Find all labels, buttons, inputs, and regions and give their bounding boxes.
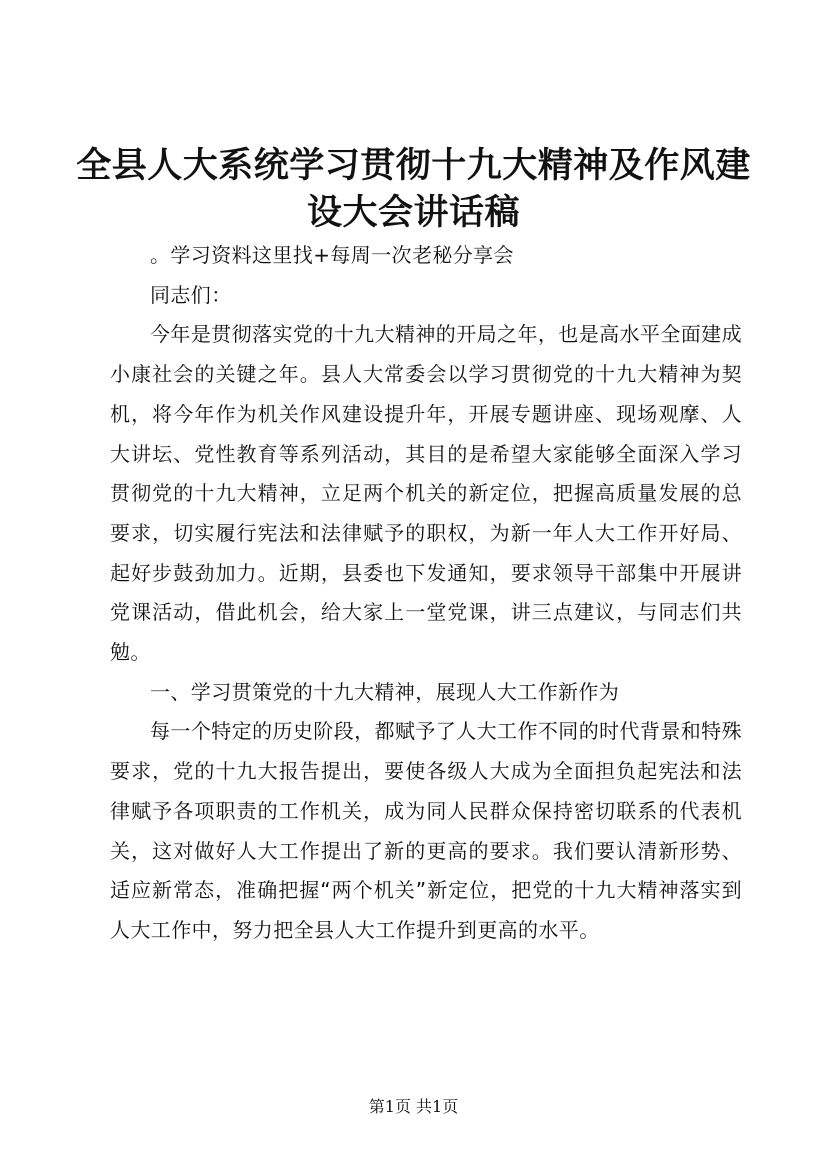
body-paragraph-section-1: 每一个特定的历史阶段，都赋予了人大工作不同的时代背景和特殊要求，党的十九大报告提出，要使各级人大成为全面担负起宪法和法律赋予各项职责的工作机关，成为同人民群众保持密切联系的代表机关，这对做好人大工作提出了新的更高的要求。我们要认清新形势、适应新常态，准确把握“两个机关”新定位，把党的十九大精神落实到人大工作中，努力把全县人大工作提升到更高的水平。 (110, 719, 742, 942)
document-title: 全县人大系统学习贯彻十九大精神及作风建设大会讲话稿 (76, 145, 751, 233)
salutation: 同志们： (150, 282, 232, 307)
body-paragraph-intro: 今年是贯彻落实党的十九大精神的开局之年，也是高水平全面建成小康社会的关键之年。县人大常委会以学习贯彻党的十九大精神为契机，将今年作为机关作风建设提升年，开展专题讲座、现场观摩、人大讲坛、党性教育等系列活动，其目的是希望大家能够全面深入学习贯彻党的十九大精神，立足两个机关的新定位，把握高质量发展的总要求，切实履行宪法和法律赋予的职权，为新一年人大工作开好局、起好步鼓劲加力。近期，县委也下发通知，要求领导干部集中开展讲党课活动，借此机会，给大家上一堂党课，讲三点建议，与同志们共勉。 (110, 322, 742, 665)
document-body (110, 236, 742, 951)
section-heading-1: 一、学习贯策党的十九大精神，展现人大工作新作为 (150, 679, 620, 704)
promo-line: 。学习资料这里找+每周一次老秘分享会 (150, 243, 514, 267)
page-footer: 第1页 共1页 (368, 1097, 459, 1116)
